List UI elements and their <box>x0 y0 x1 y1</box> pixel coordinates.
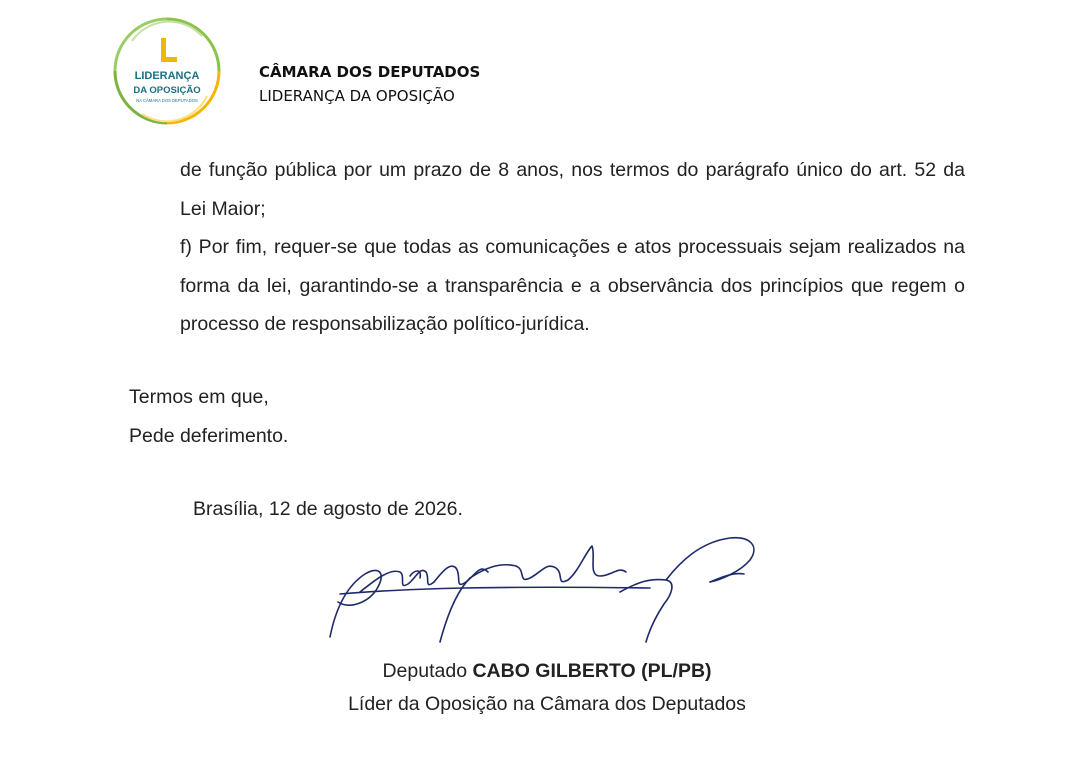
closing-line-2: Pede deferimento. <box>129 424 289 447</box>
logo-text-1: LIDERANÇA <box>134 70 200 82</box>
signatory-line <box>300 655 794 688</box>
closing-line-1: Termos em que, <box>129 386 269 408</box>
liderança-logo <box>112 16 222 126</box>
body-paragraph-2: f) Por fim, requer-se que todas as comunicações e atos processuais sejam realizados na forma da lei, garantindo-se a transparência e a observância dos princípios que regem o processo de responsabilização político-jurídica. <box>180 236 965 335</box>
handwritten-signature <box>320 532 770 652</box>
logo-text-2: DA OPOSIÇÃO <box>133 85 201 96</box>
header-subtitle: LIDERANÇA DA OPOSIÇÃO <box>259 87 455 105</box>
signatory-block <box>300 655 794 721</box>
signatory-name: CABO GILBERTO (PL/PB) <box>472 660 712 682</box>
document-header <box>259 60 480 108</box>
signatory-role: Líder da Oposição na Câmara dos Deputados <box>348 693 746 715</box>
logo-text-3: NA CÂMARA DOS DEPUTADOS <box>136 98 198 103</box>
document-body <box>180 151 965 344</box>
header-org: CÂMARA DOS DEPUTADOS <box>259 63 481 81</box>
document-date: Brasília, 12 de agosto de 2026. <box>193 498 463 520</box>
body-paragraph-1: de função pública por um prazo de 8 anos, nos termos do parágrafo único do art. 52 da Lei Maior; <box>180 159 965 220</box>
signatory-title: Deputado <box>382 660 473 682</box>
closing-formula <box>129 378 288 455</box>
